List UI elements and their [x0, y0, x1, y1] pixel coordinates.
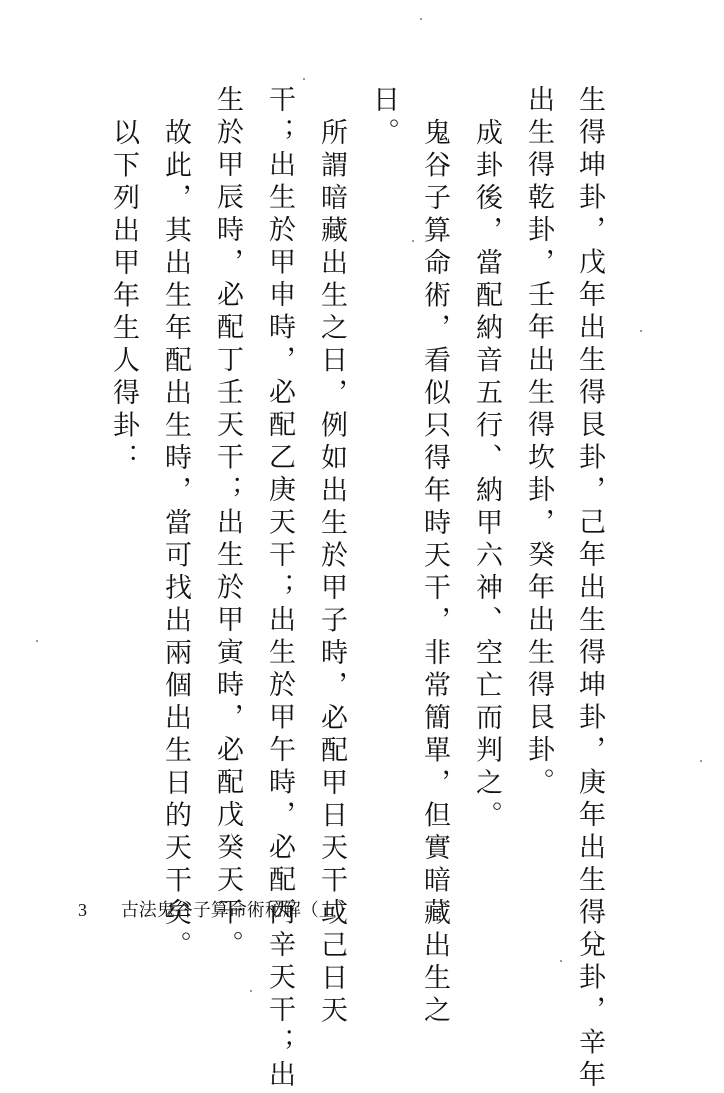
scan-speck — [412, 240, 414, 242]
text-column-2: 出生得乾卦，壬年出生得坎卦，癸年出生得艮卦。 — [523, 85, 554, 800]
text-column-10: 以下列出甲年生人得卦： — [108, 118, 139, 476]
text-column-4: 鬼谷子算命術，看似只得年時天干，非常簡單，但實暗藏出生之 — [419, 118, 450, 1028]
scan-speck — [560, 960, 562, 962]
scan-speck — [250, 990, 252, 992]
page-footer — [78, 896, 355, 922]
text-column-5: 日。 — [368, 85, 399, 150]
text-column-3: 成卦後，當配納音五行、納甲六神、空亡而判之。 — [471, 118, 502, 833]
scan-speck — [36, 640, 38, 642]
scan-speck — [420, 18, 422, 20]
scan-speck — [640, 330, 642, 332]
scan-speck — [700, 760, 702, 762]
text-column-8: 生於甲辰時，必配丁壬天干；出生於甲寅時，必配戊癸天干。 — [212, 85, 243, 963]
text-column-1: 生得坤卦，戊年出生得艮卦，己年出生得坤卦，庚年出生得兌卦，辛年 — [574, 85, 605, 1093]
text-column-6: 所謂暗藏出生之日，例如出生於甲子時，必配甲日天干或己日天 — [316, 118, 347, 1028]
text-column-7: 干；出生於甲申時，必配乙庚天干；出生於甲午時，必配丙辛天干；出 — [264, 85, 295, 1093]
page-number: 3 — [78, 900, 87, 920]
book-title: 古法鬼谷子算命術秘解（上） — [120, 900, 355, 921]
text-column-9: 故此，其出生年配出生時，當可找出兩個出生日的天干矣。 — [160, 118, 191, 963]
scan-speck — [303, 78, 305, 80]
